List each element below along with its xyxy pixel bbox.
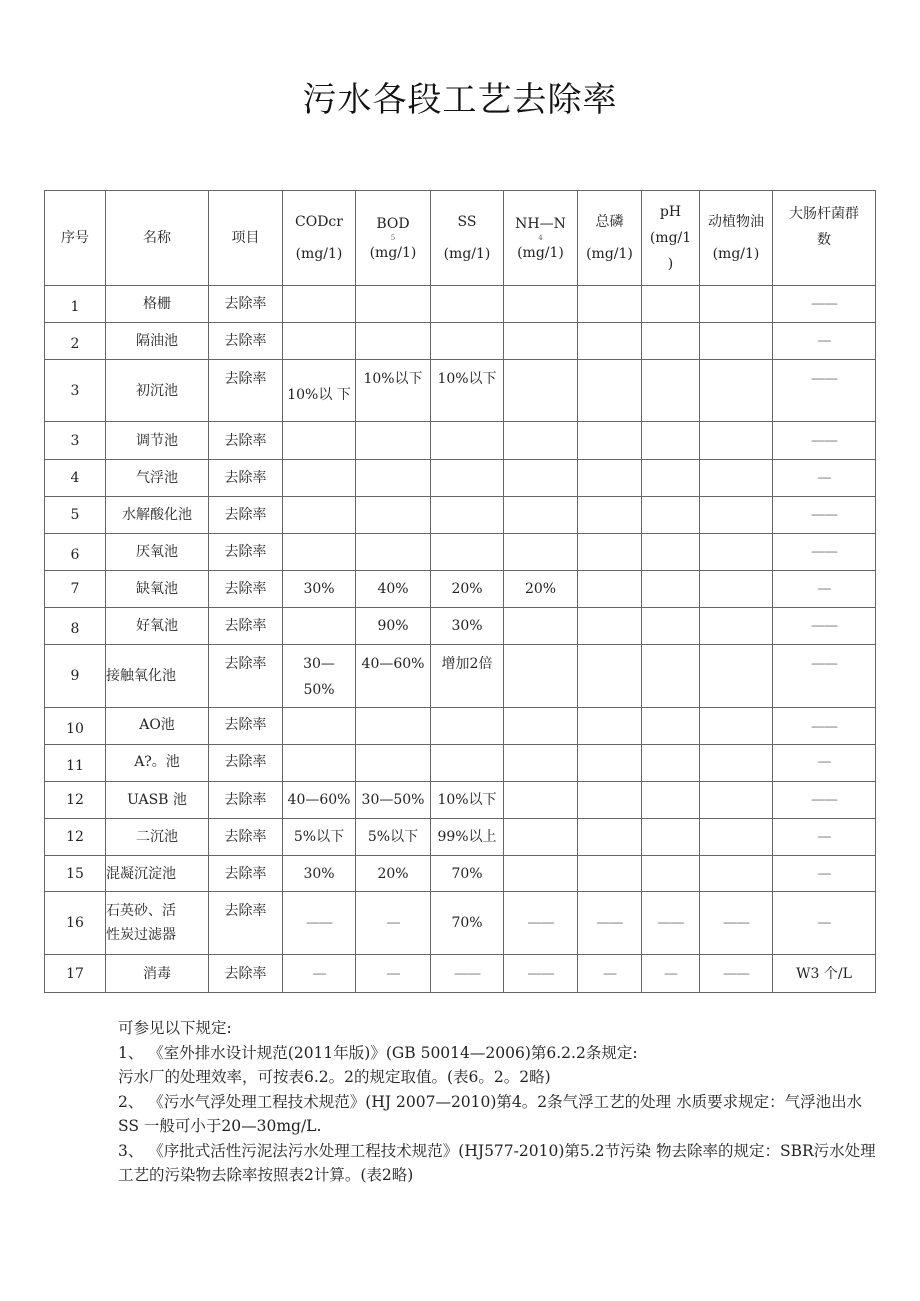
cell-oil — [700, 708, 773, 745]
header-ph — [642, 191, 700, 286]
cell-bod: 20% — [356, 856, 431, 892]
cell-nh — [504, 534, 578, 571]
cell-coli: — — [773, 571, 876, 608]
cell-item: 去除率 — [209, 819, 283, 856]
cell-ss — [431, 323, 504, 360]
cell-seq: 9 — [45, 645, 106, 708]
cell-seq: 5 — [45, 497, 106, 534]
header-nh-unit: (mg/1) — [517, 244, 564, 261]
header-nh — [504, 191, 578, 286]
table-row — [45, 645, 876, 708]
cell-tp — [578, 323, 642, 360]
cell-coli: — — [773, 745, 876, 782]
header-tp-label: 总磷 — [595, 214, 624, 230]
cell-name: 隔油池 — [106, 323, 209, 360]
cell-cod: 30% — [283, 571, 356, 608]
cell-bod: 40% — [356, 571, 431, 608]
cell-tp — [578, 360, 642, 422]
cell-item: 去除率 — [209, 955, 283, 993]
notes-intro: 可参见以下规定: — [118, 1019, 232, 1037]
cell-cod: —— — [283, 892, 356, 955]
cell-cod: 30% — [283, 856, 356, 892]
cell-nh — [504, 286, 578, 323]
cell-seq: 17 — [45, 955, 106, 993]
table-row — [45, 286, 876, 323]
cell-coli: W3 个/L — [773, 955, 876, 993]
cell-name: AO池 — [106, 708, 209, 745]
cell-name: 好氧池 — [106, 608, 209, 645]
cell-oil: —— — [700, 892, 773, 955]
cell-oil — [700, 782, 773, 819]
cell-ss: 10%以下 — [431, 782, 504, 819]
cell-cod — [283, 534, 356, 571]
cell-ss: 70% — [431, 856, 504, 892]
cell-tp — [578, 497, 642, 534]
header-coli — [773, 191, 876, 286]
header-nh-label: NH—N — [515, 215, 566, 232]
cell-tp — [578, 708, 642, 745]
cell-item: 去除率 — [209, 645, 283, 708]
table-row — [45, 323, 876, 360]
header-ph-label: pH — [659, 204, 682, 220]
header-cod-label: CODcr — [295, 214, 343, 230]
cell-coli: — — [773, 819, 876, 856]
cell-nh — [504, 497, 578, 534]
header-row — [45, 191, 876, 286]
cell-nh: 20% — [504, 571, 578, 608]
header-bod-label: BOD — [376, 215, 410, 232]
cell-ph — [642, 323, 700, 360]
cell-coli: —— — [773, 286, 876, 323]
header-item: 项目 — [209, 191, 283, 286]
cell-tp — [578, 422, 642, 460]
header-coli-label: 大肠杆菌群 — [789, 206, 859, 222]
cell-bod — [356, 323, 431, 360]
cell-coli: — — [773, 323, 876, 360]
cell-cod — [283, 608, 356, 645]
cell-item: 去除率 — [209, 497, 283, 534]
cell-nh: —— — [504, 955, 578, 993]
cell-name: 水解酸化池 — [106, 497, 209, 534]
cell-coli: —— — [773, 782, 876, 819]
cell-nh — [504, 460, 578, 497]
cell-nh — [504, 819, 578, 856]
note-1-detail: 污水厂的处理效率，可按表6.2。2的规定取值。(表6。2。2略) — [118, 1068, 551, 1086]
cell-bod: 10%以下 — [356, 360, 431, 422]
cell-seq: 2 — [45, 323, 106, 360]
notes-section — [118, 1016, 878, 1188]
cell-oil — [700, 460, 773, 497]
cell-bod: — — [356, 892, 431, 955]
cell-oil — [700, 286, 773, 323]
cell-oil — [700, 360, 773, 422]
cell-ph — [642, 460, 700, 497]
cell-ss — [431, 497, 504, 534]
note-1: 1、 《室外排水设计规范(2011年版)》(GB 50014—2006)第6.2.2条规定: — [118, 1043, 638, 1062]
header-ss-label: SS — [457, 214, 477, 230]
cell-name: 接触氧化池 — [106, 645, 209, 708]
note-3: 3、 《序批式活性污泥法污水处理工程技术规范》(HJ577-2010)第5.2节污染 物去除率的规定：SBR污水处理工艺的污染物去除率按照表2计算。(表2略) — [118, 1141, 876, 1184]
cell-seq: 8 — [45, 608, 106, 645]
cell-coli: —— — [773, 497, 876, 534]
cell-name: A?。池 — [106, 745, 209, 782]
table-row — [45, 856, 876, 892]
cell-tp — [578, 782, 642, 819]
cell-name: 厌氧池 — [106, 534, 209, 571]
header-oil-unit: (mg/1) — [712, 246, 760, 262]
cell-name: 调节池 — [106, 422, 209, 460]
cell-coli: —— — [773, 645, 876, 708]
cell-ss: 30% — [431, 608, 504, 645]
cell-nh — [504, 360, 578, 422]
cell-nh — [504, 708, 578, 745]
cell-seq: 7 — [45, 571, 106, 608]
header-ph-unit-close: ) — [667, 256, 674, 272]
cell-bod — [356, 497, 431, 534]
table-row — [45, 360, 876, 422]
header-nh-sub: 4 — [538, 233, 543, 242]
cell-oil: —— — [700, 955, 773, 993]
cell-item: 去除率 — [209, 460, 283, 497]
table-row — [45, 422, 876, 460]
cell-ss — [431, 534, 504, 571]
page-title: 污水各段工艺去除率 — [302, 80, 618, 120]
cell-coli: — — [773, 892, 876, 955]
cell-cod — [283, 422, 356, 460]
cell-bod — [356, 708, 431, 745]
cell-ss — [431, 422, 504, 460]
cell-bod: 30—50% — [356, 782, 431, 819]
cell-nh — [504, 608, 578, 645]
cell-coli: —— — [773, 608, 876, 645]
cell-name: 格栅 — [106, 286, 209, 323]
cell-oil — [700, 819, 773, 856]
cell-bod: — — [356, 955, 431, 993]
header-name: 名称 — [106, 191, 209, 286]
header-cod — [283, 191, 356, 286]
header-coli-label-2: 数 — [817, 232, 831, 248]
cell-nh — [504, 323, 578, 360]
cell-nh: —— — [504, 892, 578, 955]
cell-ph — [642, 534, 700, 571]
cell-seq: 3 — [45, 360, 106, 422]
cell-tp — [578, 571, 642, 608]
cell-ph — [642, 645, 700, 708]
cell-bod — [356, 422, 431, 460]
cell-cod — [283, 745, 356, 782]
cell-cod — [283, 286, 356, 323]
cell-ss: 10%以下 — [431, 360, 504, 422]
cell-ph — [642, 856, 700, 892]
cell-item: 去除率 — [209, 286, 283, 323]
cell-cod: 40—60% — [283, 782, 356, 819]
cell-coli: —— — [773, 708, 876, 745]
cell-tp — [578, 745, 642, 782]
cell-oil — [700, 497, 773, 534]
cell-coli: — — [773, 856, 876, 892]
cell-bod: 5%以下 — [356, 819, 431, 856]
cell-name: 消毒 — [106, 955, 209, 993]
cell-coli: —— — [773, 360, 876, 422]
cell-ph — [642, 819, 700, 856]
cell-ss: 20% — [431, 571, 504, 608]
cell-ph — [642, 608, 700, 645]
cell-ph — [642, 286, 700, 323]
cell-bod: 40—60% — [356, 645, 431, 708]
header-oil-label: 动植物油 — [708, 214, 764, 230]
cell-item: 去除率 — [209, 608, 283, 645]
cell-cod: — — [283, 955, 356, 993]
cell-cod — [283, 460, 356, 497]
cell-item: 去除率 — [209, 422, 283, 460]
cell-ss: —— — [431, 955, 504, 993]
cell-name: 缺氧池 — [106, 571, 209, 608]
cell-coli: — — [773, 460, 876, 497]
cell-item: 去除率 — [209, 708, 283, 745]
cell-ss: 70% — [431, 892, 504, 955]
table-row — [45, 955, 876, 993]
removal-rate-table — [44, 190, 876, 993]
cell-item: 去除率 — [209, 323, 283, 360]
cell-ph — [642, 497, 700, 534]
header-ss — [431, 191, 504, 286]
cell-nh — [504, 856, 578, 892]
header-bod — [356, 191, 431, 286]
cell-tp — [578, 460, 642, 497]
header-tp — [578, 191, 642, 286]
cell-ph — [642, 782, 700, 819]
cell-item: 去除率 — [209, 571, 283, 608]
cell-seq: 15 — [45, 856, 106, 892]
header-oil — [700, 191, 773, 286]
cell-seq: 3 — [45, 422, 106, 460]
cell-ss — [431, 460, 504, 497]
cell-name: 混凝沉淀池 — [106, 856, 209, 892]
header-ph-unit: (mg/1 — [649, 230, 692, 246]
cell-seq: 12 — [45, 782, 106, 819]
cell-tp — [578, 608, 642, 645]
header-cod-unit: (mg/1) — [295, 246, 343, 262]
cell-name: 初沉池 — [106, 360, 209, 422]
cell-seq: 10 — [45, 708, 106, 745]
cell-ph — [642, 422, 700, 460]
table-row — [45, 608, 876, 645]
cell-tp — [578, 534, 642, 571]
cell-bod — [356, 745, 431, 782]
cell-tp — [578, 856, 642, 892]
cell-seq: 1 — [45, 286, 106, 323]
cell-tp — [578, 286, 642, 323]
table-row — [45, 892, 876, 955]
cell-seq: 16 — [45, 892, 106, 955]
table-row — [45, 497, 876, 534]
cell-tp — [578, 645, 642, 708]
cell-oil — [700, 608, 773, 645]
cell-ss — [431, 745, 504, 782]
cell-item: 去除率 — [209, 782, 283, 819]
cell-cod: 10%以 下 — [283, 360, 356, 422]
cell-ss — [431, 286, 504, 323]
cell-name: UASB 池 — [106, 782, 209, 819]
cell-item: 去除率 — [209, 534, 283, 571]
header-ss-unit: (mg/1) — [443, 246, 491, 262]
cell-ss: 99%以上 — [431, 819, 504, 856]
cell-oil — [700, 856, 773, 892]
note-2: 2、 《污水气浮处理工程技术规范》(HJ 2007—2010)第4。2条气浮工艺的处理 水质要求规定：气浮池出水SS 一般可小于20—30mg/L. — [118, 1092, 863, 1135]
table-row — [45, 460, 876, 497]
cell-ss — [431, 708, 504, 745]
cell-nh — [504, 782, 578, 819]
cell-nh — [504, 645, 578, 708]
table-row — [45, 782, 876, 819]
cell-oil — [700, 745, 773, 782]
cell-bod — [356, 286, 431, 323]
cell-nh — [504, 745, 578, 782]
cell-ph: — — [642, 955, 700, 993]
cell-coli: —— — [773, 422, 876, 460]
header-seq: 序号 — [45, 191, 106, 286]
cell-oil — [700, 571, 773, 608]
cell-ph — [642, 360, 700, 422]
cell-nh — [504, 422, 578, 460]
cell-seq: 6 — [45, 534, 106, 571]
cell-tp: —— — [578, 892, 642, 955]
table-row — [45, 819, 876, 856]
cell-ph: —— — [642, 892, 700, 955]
cell-bod — [356, 534, 431, 571]
cell-bod: 90% — [356, 608, 431, 645]
cell-bod — [356, 460, 431, 497]
cell-name: 石英砂、活 性炭过滤器 — [106, 892, 209, 955]
cell-ph — [642, 745, 700, 782]
cell-cod — [283, 323, 356, 360]
cell-ph — [642, 571, 700, 608]
cell-oil — [700, 323, 773, 360]
cell-item: 去除率 — [209, 745, 283, 782]
cell-coli: —— — [773, 534, 876, 571]
cell-oil — [700, 422, 773, 460]
cell-item: 去除率 — [209, 892, 283, 955]
cell-cod: 30— 50% — [283, 645, 356, 708]
cell-cod: 5%以下 — [283, 819, 356, 856]
table-row — [45, 571, 876, 608]
cell-seq: 4 — [45, 460, 106, 497]
cell-name: 二沉池 — [106, 819, 209, 856]
table-row — [45, 534, 876, 571]
cell-tp: — — [578, 955, 642, 993]
header-bod-unit: (mg/1) — [369, 244, 417, 261]
cell-name: 气浮池 — [106, 460, 209, 497]
cell-seq: 12 — [45, 819, 106, 856]
cell-cod — [283, 497, 356, 534]
cell-item: 去除率 — [209, 360, 283, 422]
cell-ss: 增加2倍 — [431, 645, 504, 708]
cell-ph — [642, 708, 700, 745]
cell-cod — [283, 708, 356, 745]
table-row — [45, 708, 876, 745]
cell-oil — [700, 645, 773, 708]
header-tp-unit: (mg/1) — [586, 246, 633, 262]
header-bod-sub: 5 — [390, 233, 396, 242]
cell-tp — [578, 819, 642, 856]
cell-item: 去除率 — [209, 856, 283, 892]
cell-seq: 11 — [45, 745, 106, 782]
cell-oil — [700, 534, 773, 571]
table-row — [45, 745, 876, 782]
